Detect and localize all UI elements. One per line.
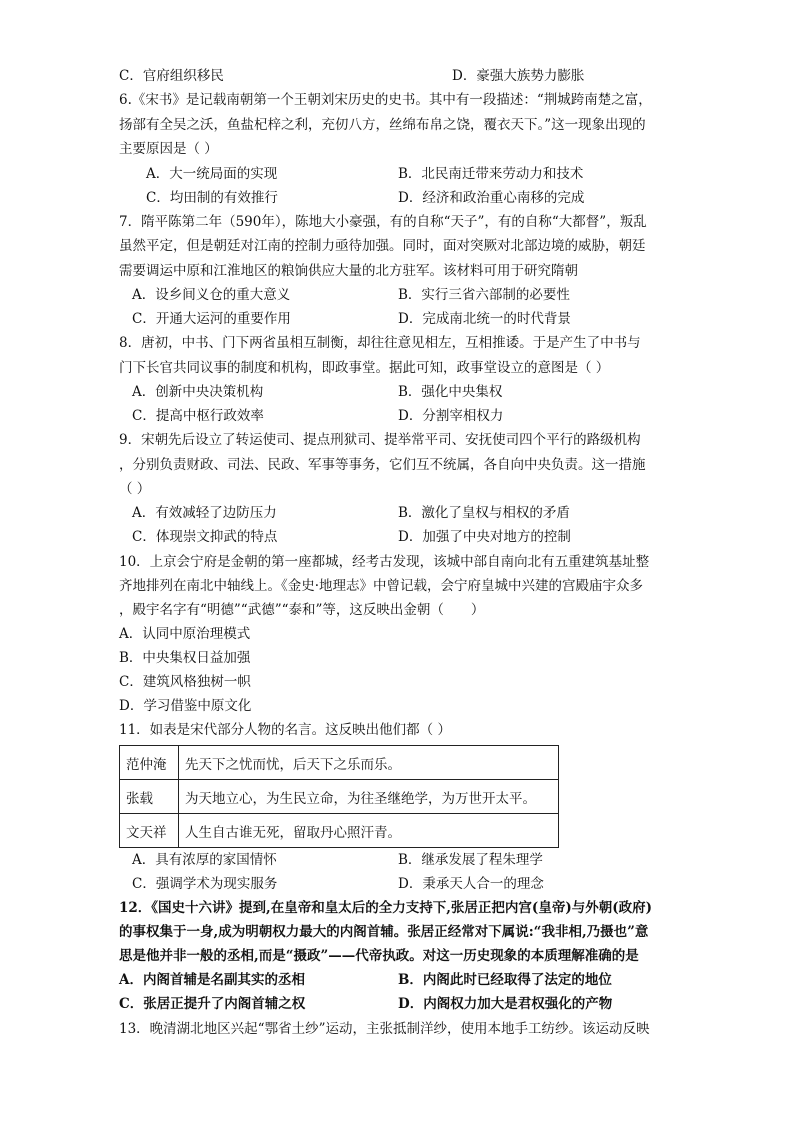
q11-stem-line: 11．如表是宋代部分人物的名言。这反映出他们都（ ） [119,722,451,738]
q5-option-d: D．豪强大族势力膨胀 [452,68,585,84]
q12-option-b: B．内阁此时已经取得了法定的地位 [398,972,612,988]
q10-option-a: A．认同中原治理模式 [119,626,251,642]
q12-stem-line: 思是他并非一般的丞相,而是“摄政”——代帝执政。对这一历史现象的本质理解准确的是 [119,948,639,964]
q10-stem-line: 10．上京会宁府是金朝的第一座都城，经考古发现，该城中部自南向北有五重建筑基址整 [119,554,650,570]
table-cell-name: 张载 [120,780,179,814]
q11-option-d: D．秉承天人合一的理念 [398,876,544,892]
q9-option-d: D．加强了中央对地方的控制 [398,529,571,545]
q12-option-a: A．内阁首辅是名副其实的丞相 [119,972,305,988]
q9-stem-line: （ ） [119,481,151,497]
q6-stem-line: 6.《宋书》是记载南朝第一个王朝刘宋历史的史书。其中有一段描述：“荆城跨南楚之富， [119,92,652,108]
q7-option-b: B．实行三省六部制的必要性 [398,287,570,303]
q10-option-c: C．建筑风格独树一帜 [119,674,251,690]
q6-option-b: B．北民南迁带来劳动力和技术 [398,166,584,182]
q9-option-c: C．体现崇文抑武的特点 [132,529,278,545]
q6-option-c: C．均田制的有效推行 [146,190,278,206]
q10-stem-line: ，殿宇名字有“明德”“武德”“泰和”等，这反映出金朝（ ） [119,602,485,618]
q10-stem-line: 齐地排列在南北中轴线上。《金史·地理志》中曾记载，会宁府皇城中兴建的宫殿庙宇众多 [119,578,644,594]
q12-stem-line: 12．《国史十六讲》提到,在皇帝和皇太后的全力支持下,张居正把内宫(皇帝)与外朝(政府) [119,900,652,916]
table-row [120,780,559,814]
q6-stem-line: 主要原因是（ ） [119,141,218,157]
q8-option-b: B．强化中央集权 [398,384,503,400]
q10-option-d: D．学习借鉴中原文化 [119,698,252,714]
q8-stem-line: 门下长官共同议事的制度和机构，即政事堂。据此可知，政事堂设立的意图是（ ） [119,360,610,376]
table-row [120,746,559,780]
q8-option-a: A．创新中央决策机构 [132,384,264,400]
q9-stem-line: ，分别负责财政、司法、民政、军事等事务，它们互不统属，各自向中央负责。这一措施 [119,457,646,473]
q9-stem-line: 9．宋朝先后设立了转运使司、提点刑狱司、提举常平司、安抚使司四个平行的路级机构 [119,432,641,448]
q11-option-c: C．强调学术为现实服务 [132,876,278,892]
table-cell-quote: 先天下之忧而忧，后天下之乐而乐。 [179,746,559,780]
q9-option-b: B．激化了皇权与相权的矛盾 [398,505,570,521]
q8-option-d: D．分割宰相权力 [398,408,504,424]
table-row [120,814,559,848]
q6-stem-line: 扬部有全吴之沃，鱼盐杞梓之利，充仞八方，丝绵布帛之饶，覆衣天下。”这一现象出现的 [119,117,646,133]
table-cell-name: 范仲淹 [120,746,179,780]
q10-option-b: B．中央集权日益加强 [119,650,251,666]
q6-option-d: D．经济和政治重心南移的完成 [398,190,585,206]
table-cell-name: 文天祥 [120,814,179,848]
table-cell-quote: 为天地立心，为生民立命，为往圣继绝学，为万世开太平。 [179,780,559,814]
q12-option-c: C．张居正提升了内阁首辅之权 [119,996,306,1012]
q12-stem-line: 的事权集于一身,成为明朝权力最大的内阁首辅。张居正经常对下属说:“我非相,乃摄也”意 [119,924,649,940]
q13-stem-line: 13．晚清湖北地区兴起“鄂省土纱”运动，主张抵制洋纱，使用本地手工纺纱。该运动反映 [119,1021,650,1037]
q9-option-a: A．有效减轻了边防压力 [132,505,277,521]
q5-option-c: C．官府组织移民 [119,68,224,84]
q7-stem-line: 需要调运中原和江淮地区的粮饷供应大量的北方驻军。该材料可用于研究隋朝 [119,263,578,279]
table-cell-quote: 人生自古谁无死，留取丹心照汗青。 [179,814,559,848]
q7-stem-line: 虽然平定，但是朝廷对江南的控制力亟待加强。同时，面对突厥对北部边境的威胁，朝廷 [119,238,646,254]
q7-option-d: D．完成南北统一的时代背景 [398,311,571,327]
q7-stem-line: 7．隋平陈第二年（590年），陈地大小豪强，有的自称“天子”，有的自称“大都督”，叛乱 [119,214,647,230]
q7-option-a: A．设乡间义仓的重大意义 [132,287,291,303]
q8-option-c: C．提高中枢行政效率 [132,408,264,424]
q7-option-c: C．开通大运河的重要作用 [132,311,291,327]
q8-stem-line: 8．唐初，中书、门下两省虽相互制衡，却往往意见相左，互相推诿。于是产生了中书与 [119,335,641,351]
q6-option-a: A．大一统局面的实现 [146,166,278,182]
q11-option-b: B．继承发展了程朱理学 [398,852,543,868]
quotes-table [119,745,559,848]
q11-option-a: A．具有浓厚的家国情怀 [132,852,277,868]
q12-option-d: D．内阁权力加大是君权强化的产物 [398,996,613,1012]
